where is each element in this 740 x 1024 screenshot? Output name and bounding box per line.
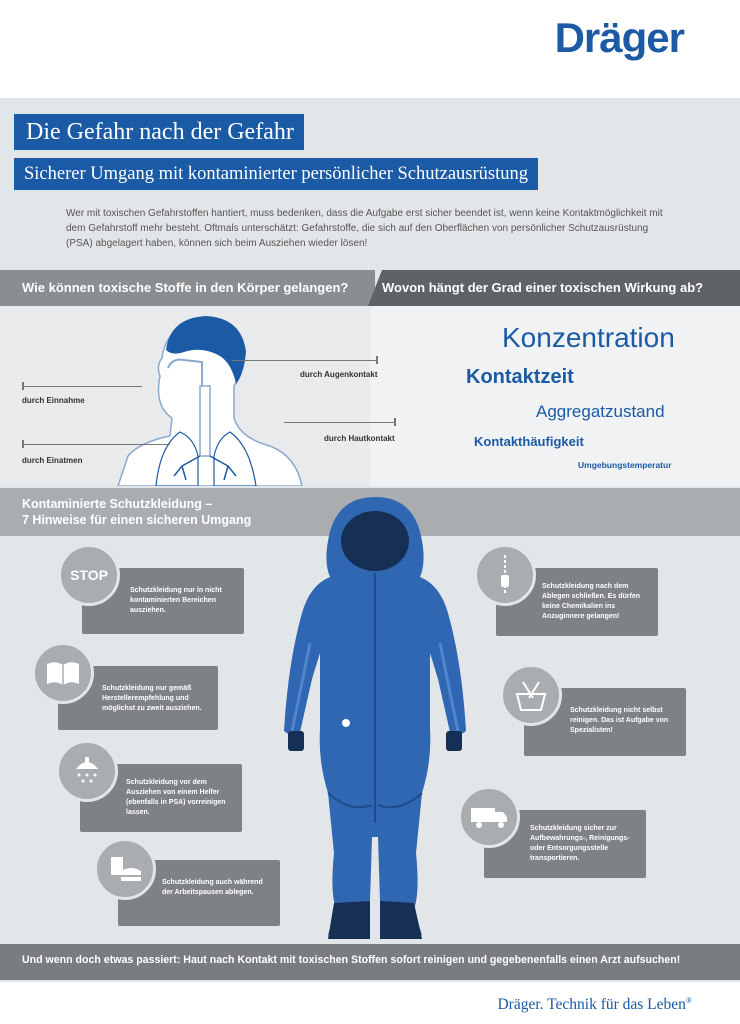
route-inhalation: durch Einatmen — [22, 456, 83, 465]
food-break-icon — [94, 838, 156, 900]
tip-text-5: Schutzkleidung nach dem Ablegen schließen. Es dürfen keine Chemikalien ins Anzuginnere gelangen! — [542, 583, 641, 620]
intro-text: Wer mit toxischen Gefahrstoffen hantiert, muss bedenken, dass die Aufgabe erst sicher beendet ist, wenn keine Kontaktmöglichkeit mit dem Gefahrstoff mehr besteht. Oftmals unterschätzt: Gefahrstoffe, die sich auf den Oberflächen von persönlicher Schutzausrüstung (PSA) abgelagert haben, können sich beim Ausziehen wieder lösen! — [66, 208, 663, 249]
trademark-mark: ® — [685, 996, 692, 1005]
section-heading-routes: Wie können toxische Stoffe in den Körper gelangen? — [22, 280, 349, 295]
truck-icon — [458, 786, 520, 848]
factor-contact-time: Kontaktzeit — [466, 366, 574, 388]
route-eye: durch Augenkontakt — [300, 370, 378, 379]
route-tick-eye — [376, 356, 378, 364]
route-ingestion: durch Einnahme — [22, 396, 85, 405]
tips-heading — [22, 496, 251, 528]
section-heading-factors: Wovon hängt der Grad einer toxischen Wirkung ab? — [382, 280, 704, 295]
tip-text-4: Schutzkleidung auch während der Arbeitspausen ablegen. — [162, 879, 263, 896]
tip-text-3: Schutzkleidung vor dem Ausziehen von einem Helfer (ebenfalls in PSA) vorreinigen lassen. — [126, 779, 226, 816]
route-line-inhalation — [22, 444, 170, 445]
route-line-ingestion — [22, 386, 142, 387]
route-tick-ingestion — [22, 382, 24, 390]
tip-text-1: Schutzkleidung nur in nicht kontaminierten Bereichen ausziehen. — [130, 587, 222, 614]
draeger-logo: Dräger — [554, 14, 684, 61]
page-subtitle: Sicherer Umgang mit kontaminierter persönlicher Schutzausrüstung — [14, 158, 538, 190]
factor-concentration: Konzentration — [502, 322, 675, 353]
tagline — [497, 996, 692, 1014]
factor-temperature: Umgebungstemperatur — [578, 460, 672, 470]
route-skin: durch Hautkontakt — [324, 434, 395, 443]
protective-suit-figure — [280, 493, 470, 943]
open-book-icon — [32, 642, 94, 704]
footer-note: Und wenn doch etwas passiert: Haut nach Kontakt mit toxischen Stoffen sofort reinigen und gegebenenfalls einen Arzt aufsuchen! — [22, 954, 681, 966]
route-line-eye — [232, 360, 378, 361]
infographic-panel — [0, 98, 740, 982]
tagline-text: Dräger. Technik für das Leben — [497, 996, 686, 1014]
tip-text-6: Schutzkleidung nicht selbst reinigen. Das ist Aufgabe von Spezialisten! — [570, 707, 669, 734]
stop-label: STOP — [70, 567, 108, 583]
tip-text-7: Schutzkleidung sicher zur Aufbewahrungs-, Reinigungs- oder Entsorgungsstelle transportieren. — [530, 825, 630, 862]
factor-frequency: Kontakthäufigkeit — [474, 434, 584, 449]
factor-state: Aggregatzustand — [536, 402, 665, 421]
stop-sign-icon — [58, 544, 120, 606]
route-line-skin — [284, 422, 396, 423]
page-title: Die Gefahr nach der Gefahr — [14, 114, 304, 150]
tips-heading-line2: 7 Hinweise für einen sicheren Umgang — [22, 513, 252, 527]
no-washing-icon — [500, 664, 562, 726]
tips-heading-line1: Kontaminierte Schutzkleidung – — [22, 497, 213, 511]
human-head-lungs-icon — [110, 306, 310, 486]
zipper-icon — [474, 544, 536, 606]
route-tick-inhalation — [22, 440, 24, 448]
shower-icon — [56, 740, 118, 802]
tip-text-2: Schutzkleidung nur gemäß Herstellerempfehlung und möglichst zu zweit ausziehen. — [102, 685, 202, 712]
route-tick-skin — [394, 418, 396, 426]
